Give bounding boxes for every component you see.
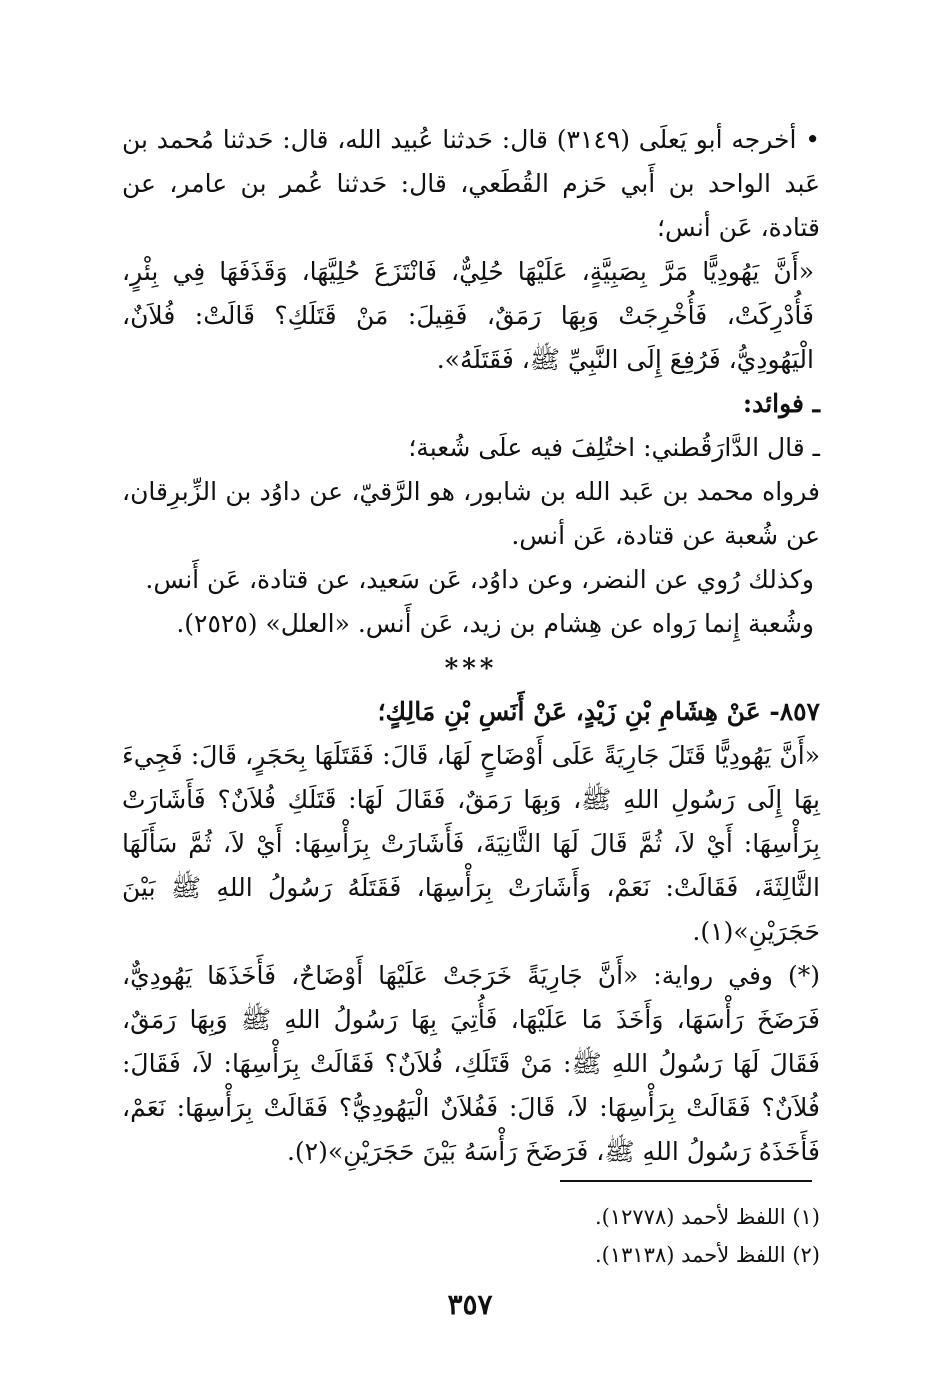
footnote-divider — [560, 1180, 812, 1182]
hadith-heading: ٨٥٧- عَنْ هِشَامِ بْنِ زَيْدٍ، عَنْ أَنَسِ بْنِ مَالِكٍ؛ — [377, 697, 820, 726]
page-number: ٣٥٧ — [447, 1288, 493, 1321]
footnote-2: (٢) اللفظ لأحمد (١٣١٣٨). — [594, 1243, 820, 1267]
daraqutni-note: ـ قال الدَّارَقُطني: اختُلِفَ فيه علَى شُعبة؛ — [408, 433, 820, 462]
footnotes — [122, 1198, 820, 1274]
ilal-reference: وشُعبة إِنما رَواه عن هِشام بن زيد، عَن أَنس. «العلل» (٢٥٢٥). — [176, 609, 814, 638]
hadith-quote: «أَنَّ يَهُودِيًّا مَرَّ بِصَبِيَّةٍ، عَلَيْهَا حُلِيٌّ، فَانْتَزَعَ حُلِيَّهَا، وَقَذَفَهَا فِي بِئْرٍ، فَأُدْرِكَتْ، فَأُخْرِجَتْ وَبِهَا رَمَقٌ، فَقِيلَ: مَنْ قَتَلَكِ؟ قَالَتْ: فُلاَنٌ، الْيَهُودِيُّ، فَرُفِعَ إِلَى النَّبِيِّ ﷺ، فَقَتَلَهُ». — [122, 257, 814, 374]
hadith-text: «أَنَّ يَهُودِيًّا قَتَلَ جَارِيَةً عَلَى أَوْضَاحٍ لَهَا، قَالَ: فَقَتَلَهَا بِحَجَرٍ، قَالَ: فَجِيءَ بِهَا إِلَى رَسُولِ اللهِ ﷺ، وَبِهَا رَمَقٌ، فَقَالَ لَهَا: قَتَلَكِ فُلاَنٌ؟ فَأَشَارَتْ بِرَأْسِهَا: أَيْ لاَ، ثُمَّ قَالَ لَهَا الثَّانِيَةَ، فَأَشَارَتْ بِرَأْسِهَا: أَيْ لاَ، ثُمَّ سَأَلَهَا الثَّالِثَةَ، فَقَالَتْ: نَعَمْ، وَأَشَارَتْ بِرَأْسِهَا، فَقَتَلَهُ رَسُولُ اللهِ ﷺ بَيْنَ حَجَرَيْنِ»(١). — [122, 741, 820, 946]
riwaya-text: (*) وفي رواية: «أَنَّ جَارِيَةً خَرَجَتْ عَلَيْهَا أَوْضَاحٌ، فَأَخَذَهَا يَهُودِيٌّ، فَرَضَخَ رَأْسَهَا، وَأَخَذَ مَا عَلَيْهَا، فَأُتِيَ بِهَا رَسُولُ اللهِ ﷺ وَبِهَا رَمَقٌ، فَقَالَ لَهَا رَسُولُ اللهِ ﷺ: مَنْ قَتَلَكِ، فُلاَنٌ؟ فَقَالَتْ بِرَأْسِهَا: لاَ، فَقَالَ: فُلاَنٌ؟ فَقَالَتْ بِرَأْسِهَا: لاَ، قَالَ: فَفُلاَنٌ الْيَهُودِيُّ؟ فَقَالَتْ بِرَأْسِهَا: نَعَمْ، فَأَخَذَهُ رَسُولُ اللهِ ﷺ، فَرَضَخَ رَأْسَهُ بَيْنَ حَجَرَيْنِ»(٢). — [122, 961, 820, 1166]
narration-note-2: وكذلك رُوي عن النضر، وعن داوُد، عَن سَعيد، عن قتادة، عَن أَنس. — [145, 565, 814, 594]
section-separator: *** — [444, 654, 498, 684]
takhrij-paragraph: • أخرجه أبو يَعلَى (٣١٤٩) قال: حَدثنا عُبيد الله، قال: حَدثنا مُحمد بن عَبد الواحد بن أَبي حَزم القُطَعي، قال: حَدثنا عُمر بن عامر، عن قتادة، عَن أنس؛ — [122, 125, 820, 242]
footnote-1: (١) اللفظ لأحمد (١٢٧٧٨). — [594, 1205, 820, 1229]
benefits-heading: ـ فوائد: — [742, 389, 820, 418]
narration-note: فرواه محمد بن عَبد الله بن شابور، هو الرَّقيّ، عن داوُد بن الزِّبرِقان، عن شُعبة عن قتادة، عَن أنس. — [122, 477, 820, 550]
